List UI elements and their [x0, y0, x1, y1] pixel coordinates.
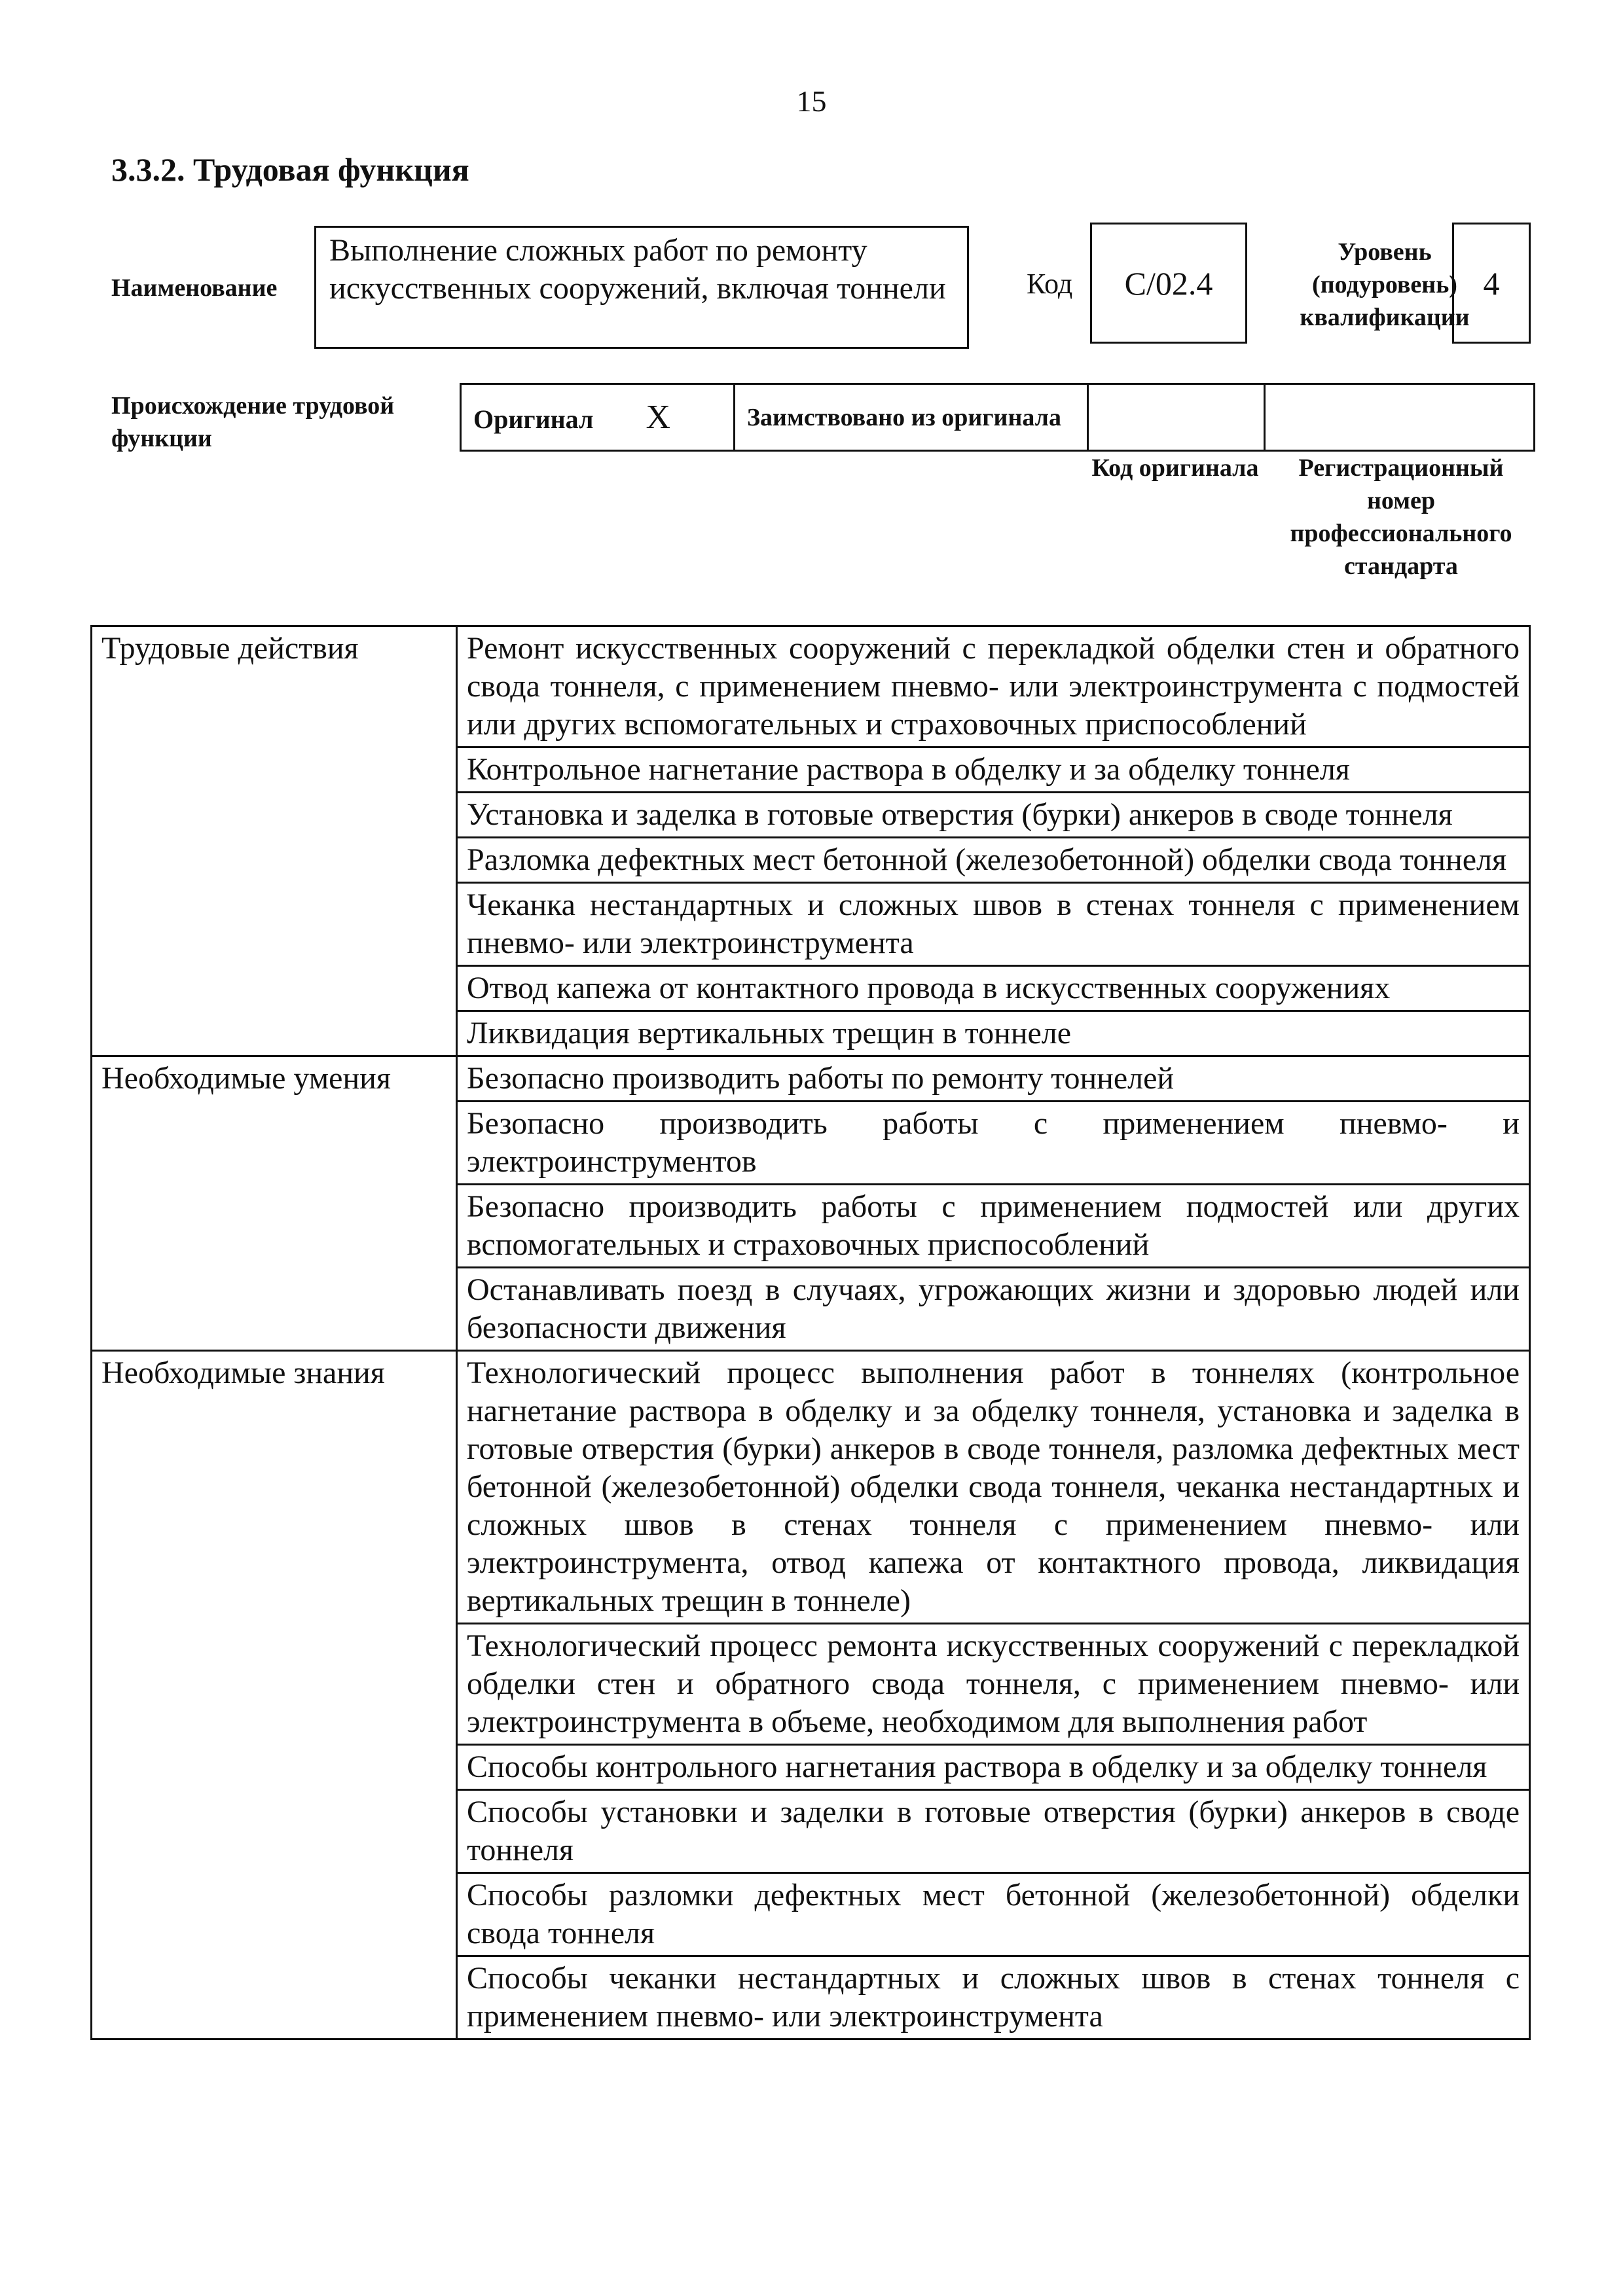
category-cell: Трудовые действия — [92, 626, 457, 1056]
origin-original-cell — [461, 384, 735, 451]
table-row — [92, 1351, 1530, 1624]
item-cell: Безопасно производить работы с применением пневмо- и электроинструментов — [457, 1102, 1530, 1185]
item-cell: Способы разломки дефектных мест бетонной (железобетонной) обделки свода тоннеля — [457, 1873, 1530, 1956]
item-cell: Останавливать поезд в случаях, угрожающих жизни и здоровью людей или безопасности движения — [457, 1268, 1530, 1351]
item-cell: Технологический процесс ремонта искусственных сооружений с перекладкой обделки стен и обратного свода тоннеля, с применением пневмо- или электроинструмента в объеме, необходимом для выполнения работ — [457, 1624, 1530, 1745]
section-title: 3.3.2. Трудовая функция — [111, 151, 469, 188]
item-cell: Способы чеканки нестандартных и сложных швов в стенах тоннеля с применением пневмо- или электроинструмента — [457, 1956, 1530, 2039]
item-cell: Чеканка нестандартных и сложных швов в стенах тоннеля с применением пневмо- или электроинструмента — [457, 883, 1530, 966]
origin-borrowed-cell: Заимствовано из оригинала — [735, 384, 1088, 451]
item-cell: Способы установки и заделки в готовые отверстия (бурки) анкеров в своде тоннеля — [457, 1790, 1530, 1873]
item-cell: Ликвидация вертикальных трещин в тоннеле — [457, 1011, 1530, 1056]
original-code-caption: Код оригинала — [1091, 454, 1259, 482]
level-label-line: Уровень — [1338, 238, 1432, 266]
function-name-box: Выполнение сложных работ по ремонту искусственных сооружений, включая тоннели — [314, 226, 969, 349]
item-cell: Безопасно производить работы с применением подмостей или других вспомогательных и страховочных приспособлений — [457, 1185, 1530, 1268]
origin-label: Происхождение трудовой функции — [111, 392, 395, 452]
page-number: 15 — [796, 84, 827, 118]
qualification-level-value: 4 — [1483, 264, 1500, 302]
function-code-box — [1090, 223, 1247, 344]
origin-original-label: Оригинал — [473, 404, 594, 434]
item-cell: Контрольное нагнетание раствора в обделку и за обделку тоннеля — [457, 747, 1530, 793]
item-cell: Установка и заделка в готовые отверстия (бурки) анкеров в своде тоннеля — [457, 793, 1530, 838]
origin-reg-number-cell — [1265, 384, 1535, 451]
item-cell: Отвод капежа от контактного провода в искусственных сооружениях — [457, 966, 1530, 1011]
item-cell: Способы контрольного нагнетания раствора в обделку и за обделку тоннеля — [457, 1745, 1530, 1790]
origin-code-cell — [1088, 384, 1265, 451]
item-cell: Ремонт искусственных сооружений с перекладкой обделки стен и обратного свода тоннеля, с применением пневмо- или электроинструмента с подмостей или других вспомогательных и страховочных приспособлений — [457, 626, 1530, 747]
labor-function-table — [90, 625, 1531, 2040]
qualification-level-box — [1452, 223, 1531, 344]
name-label: Наименование — [111, 274, 278, 302]
item-cell: Разломка дефектных мест бетонной (железобетонной) обделки свода тоннеля — [457, 838, 1530, 883]
level-label-line: (подуровень) — [1312, 271, 1457, 298]
code-label: Код — [1027, 268, 1073, 300]
registration-number-caption: Регистрационный номер профессионального стандарта — [1290, 454, 1512, 580]
item-cell: Технологический процесс выполнения работ в тоннелях (контрольное нагнетание раствора в обделку и за обделку тоннеля, установка и заделка в готовые отверстия (бурки) анкеров в своде тоннеля, разломка дефектных мест бетонной (железобетонной) обделки свода тоннеля, чеканка нестандартных и сложных швов в стенах тоннеля с применением пневмо- или электроинструмента, отвод капежа от контактного провода, ликвидация вертикальных трещин в тоннеле) — [457, 1351, 1530, 1624]
table-row — [92, 626, 1530, 747]
category-cell: Необходимые знания — [92, 1351, 457, 2039]
table-row — [92, 1056, 1530, 1102]
category-cell: Необходимые умения — [92, 1056, 457, 1351]
level-label-line: квалификации — [1300, 304, 1470, 331]
function-code-value: C/02.4 — [1124, 264, 1213, 302]
origin-original-mark: X — [646, 399, 671, 436]
origin-table — [460, 383, 1535, 452]
item-cell: Безопасно производить работы по ремонту тоннелей — [457, 1056, 1530, 1102]
